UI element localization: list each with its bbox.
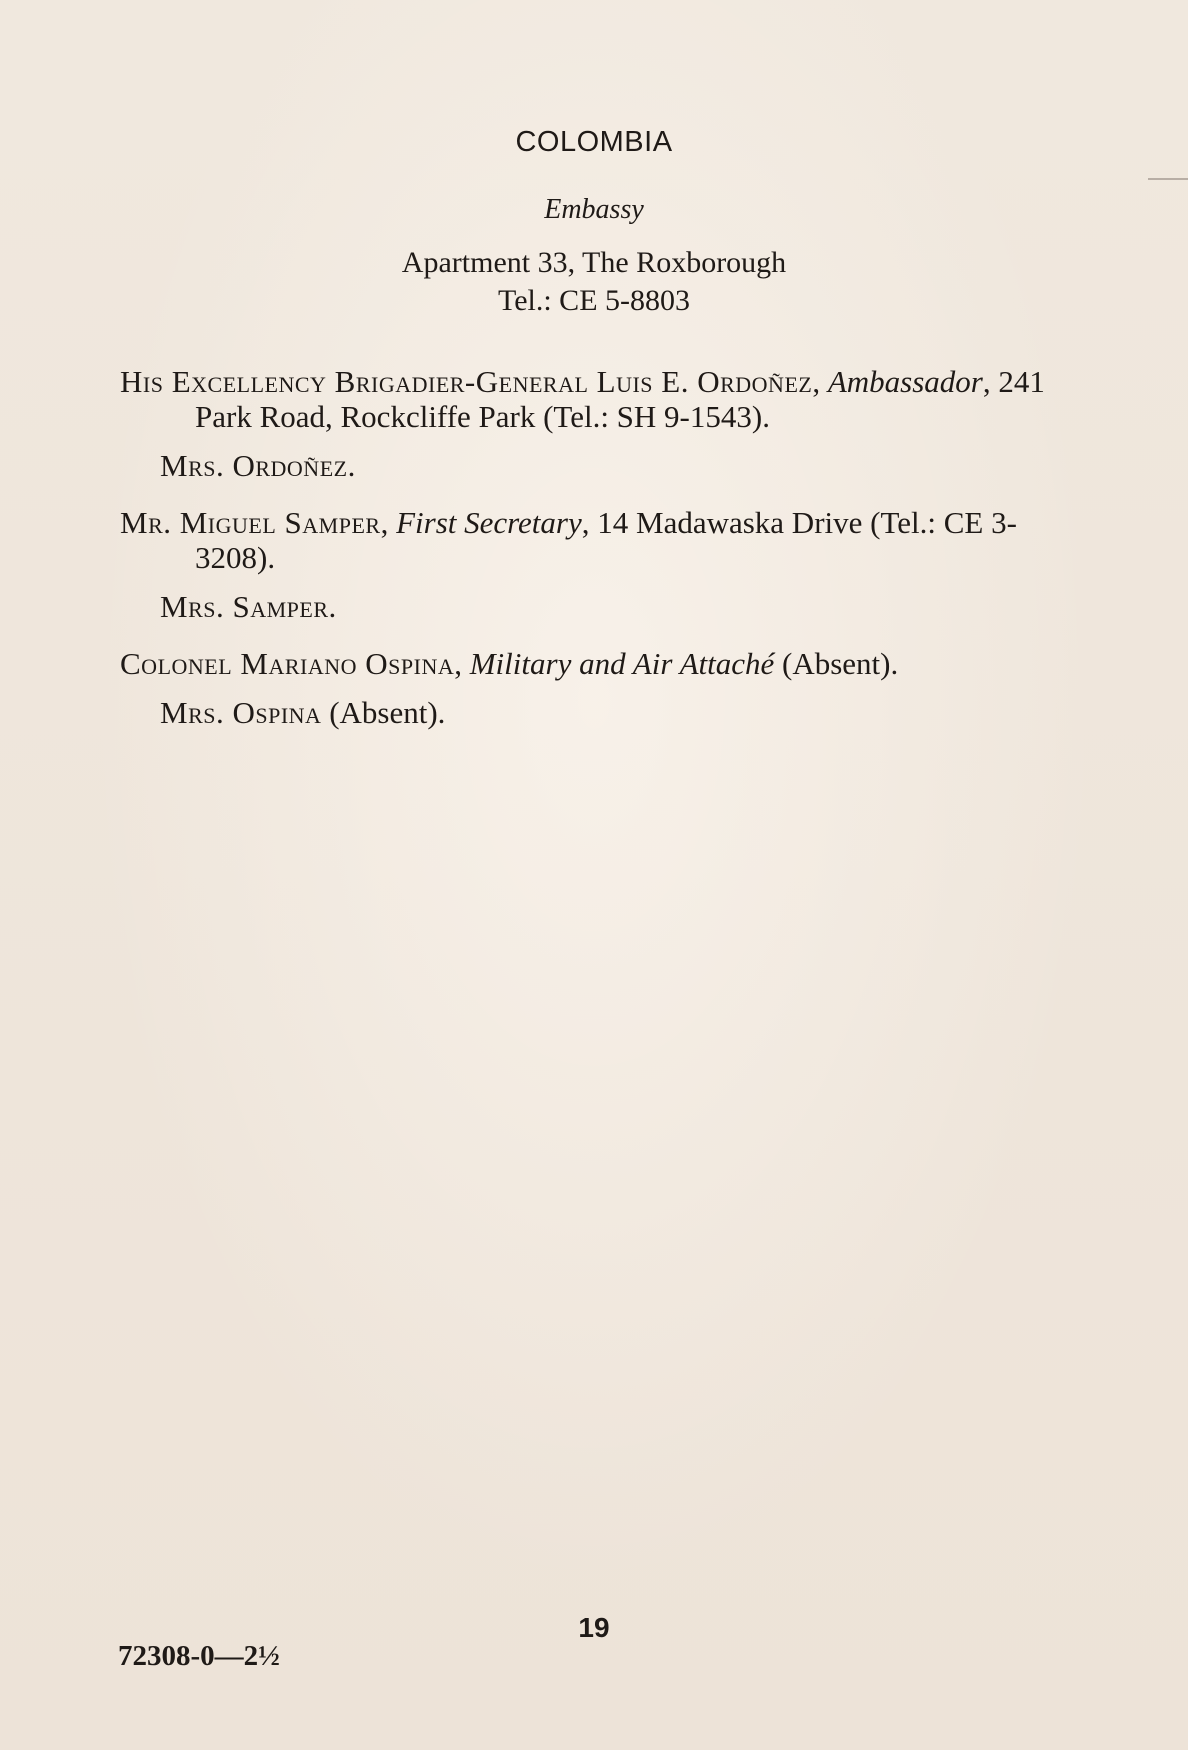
mission-address [0, 244, 1188, 320]
spouse-entry [120, 695, 1050, 730]
staff-details: (Absent). [782, 646, 899, 681]
address-phone: Tel.: CE 5-8803 [497, 284, 691, 317]
staff-entry-ambassador: His Excellency Brigadier-General Luis E. Ordoñez, Ambassador, 241 Park Road, Rockcliffe Park (Tel.: SH 9-1543). [120, 364, 1045, 434]
country-heading: COLOMBIA [515, 126, 673, 158]
staff-details: 241 Park Road, Rockcliffe Park (Tel.: SH 9-1543). [195, 364, 1045, 434]
spouse-name: Mrs. Ordoñez. [160, 448, 356, 483]
spouse-note: (Absent). [329, 695, 446, 730]
mission-type: Embassy [544, 194, 644, 225]
staff-title: First Secretary [396, 505, 582, 540]
staff-entry-attache: Colonel Mariano Ospina, Military and Air Attaché (Absent). [120, 646, 899, 681]
print-code: 72308-0—2½ [118, 1640, 280, 1672]
staff-name: Mr. Miguel Samper [120, 505, 381, 540]
staff-list [120, 364, 1050, 730]
bleed-through-text [120, 120, 1070, 1520]
spouse-name: Mrs. Samper. [160, 589, 337, 624]
staff-title: Ambassador [827, 364, 983, 399]
spouse-name: Mrs. Ospina [160, 695, 322, 730]
spouse-entry [120, 448, 1050, 483]
staff-name: His Excellency Brigadier-General Luis E. Ordoñez [120, 364, 813, 399]
staff-title: Military and Air Attaché [469, 646, 775, 681]
staff-details: 14 Madawaska Drive (Tel.: CE 3-3208). [195, 505, 1017, 575]
address-line: Apartment 33, The Roxborough [401, 246, 787, 279]
staff-entry-first-secretary: Mr. Miguel Samper, First Secretary, 14 Madawaska Drive (Tel.: CE 3-3208). [120, 505, 1017, 575]
staff-name: Colonel Mariano Ospina [120, 646, 455, 681]
spouse-entry [120, 589, 1050, 624]
page-number: 19 [578, 1612, 610, 1643]
page-edge-mark [1148, 178, 1188, 180]
